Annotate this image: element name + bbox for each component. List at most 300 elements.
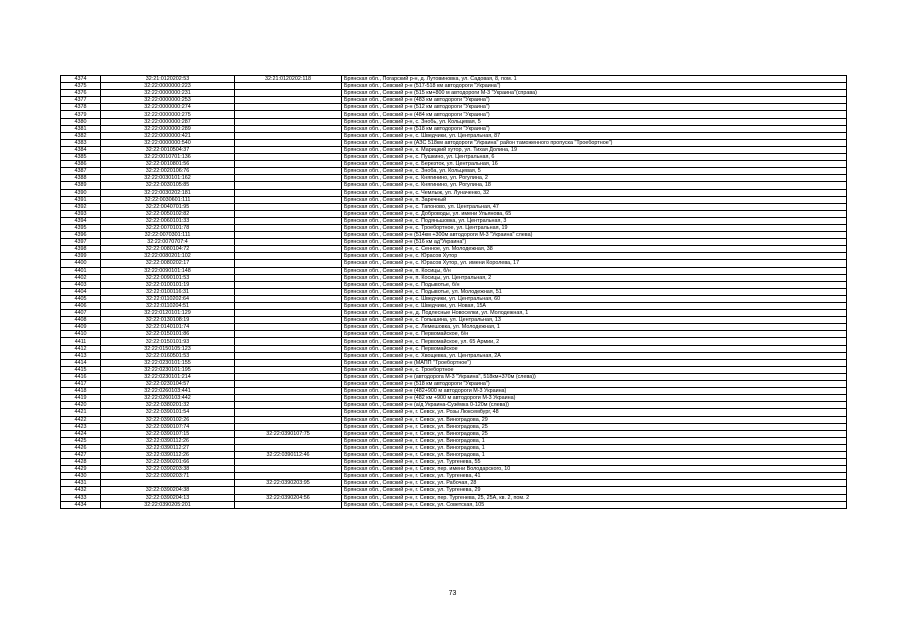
row-number-cell: 4384 (61, 146, 101, 153)
row-number-cell: 4386 (61, 161, 101, 168)
related-cadastral-number-cell (235, 224, 342, 231)
table-row (61, 217, 847, 224)
related-cadastral-number-cell (235, 97, 342, 104)
row-number-cell: 4394 (61, 217, 101, 224)
cadastral-number-cell: 32:22:0230101:155 (101, 359, 235, 366)
row-number-cell: 4417 (61, 381, 101, 388)
address-cell: Брянская обл., Севский р-н (516 км ад"Украина") (342, 239, 847, 246)
cadastral-number-cell: 32:22:0150101:93 (101, 338, 235, 345)
related-cadastral-number-cell (235, 303, 342, 310)
address-cell: Брянская обл., Севский р-н, с. Доброводы, ул. имени Ульянова, 65 (342, 210, 847, 217)
address-cell: Брянская обл., Севский р-н, г. Севск, ул. Тургенева, 29 (342, 487, 847, 494)
related-cadastral-number-cell (235, 118, 342, 125)
related-cadastral-number-cell (235, 182, 342, 189)
related-cadastral-number-cell (235, 154, 342, 161)
related-cadastral-number-cell: 32:21:0120202:118 (235, 76, 342, 83)
address-cell: Брянская обл., Севский р-н (МАПП "Троебортное") (342, 359, 847, 366)
address-cell: Брянская обл., Севский р-н, г. Севск, ул. Советская, 105 (342, 501, 847, 508)
table-row (61, 139, 847, 146)
address-cell: Брянская обл., Севский р-н, с. Шведчики, ул. Центральная, 60 (342, 295, 847, 302)
address-cell: Брянская обл., Севский р-н, с. Подывотье, б/н (342, 281, 847, 288)
table-row (61, 395, 847, 402)
table-row (61, 444, 847, 451)
address-cell: Брянская обл., Севский р-н (514км +300м автодороги М-3 "Украина" слева) (342, 232, 847, 239)
address-cell: Брянская обл., Севский р-н, с. Пушкино, ул. Центральная, 6 (342, 154, 847, 161)
table-row (61, 310, 847, 317)
row-number-cell: 4410 (61, 331, 101, 338)
cadastral-number-cell: 32:22:0150101:86 (101, 331, 235, 338)
related-cadastral-number-cell (235, 331, 342, 338)
cadastral-number-cell: 32:22:0390101:54 (101, 409, 235, 416)
address-cell: Брянская обл., Севский р-н, с. Юрасов Хутор, ул. имени Королева, 17 (342, 260, 847, 267)
cadastral-number-cell: 32:22:0090101:148 (101, 267, 235, 274)
address-cell: Брянская обл., Севский р-н (а/д Украина-Сузёмка 0-120м (слева)) (342, 402, 847, 409)
row-number-cell: 4424 (61, 430, 101, 437)
row-number-cell: 4377 (61, 97, 101, 104)
address-cell: Брянская обл., Севский р-н, с. Троебортное (342, 366, 847, 373)
table-row (61, 97, 847, 104)
table-row (61, 338, 847, 345)
row-number-cell: 4409 (61, 324, 101, 331)
table-row (61, 224, 847, 231)
row-number-cell: 4404 (61, 288, 101, 295)
cadastral-number-cell: 32:22:0230101:195 (101, 366, 235, 373)
table-row (61, 104, 847, 111)
row-number-cell: 4390 (61, 189, 101, 196)
cadastral-number-cell: 32:22:0390204:38 (101, 487, 235, 494)
table-row (61, 366, 847, 373)
row-number-cell: 4392 (61, 203, 101, 210)
table-row (61, 381, 847, 388)
row-number-cell: 4420 (61, 402, 101, 409)
register-table (60, 75, 847, 509)
related-cadastral-number-cell (235, 168, 342, 175)
row-number-cell: 4396 (61, 232, 101, 239)
row-number-cell: 4395 (61, 224, 101, 231)
table-row (61, 76, 847, 83)
table-row (61, 253, 847, 260)
address-cell: Брянская обл., Севский р-н (518 км автодороги "Украина") (342, 125, 847, 132)
cadastral-number-cell: 32:22:0390112:27 (101, 444, 235, 451)
related-cadastral-number-cell (235, 196, 342, 203)
table-row (61, 196, 847, 203)
table-row (61, 345, 847, 352)
table-row (61, 154, 847, 161)
row-number-cell: 4381 (61, 125, 101, 132)
related-cadastral-number-cell (235, 274, 342, 281)
table-row (61, 260, 847, 267)
address-cell: Брянская обл., Севский р-н, с. Княгинино, ул. Рогулина, 2 (342, 175, 847, 182)
related-cadastral-number-cell (235, 359, 342, 366)
table-row (61, 459, 847, 466)
cadastral-number-cell: 32:22:0000000:540 (101, 139, 235, 146)
cadastral-number-cell: 32:22:0230101:214 (101, 373, 235, 380)
row-number-cell: 4426 (61, 444, 101, 451)
cadastral-number-cell: 32:22:0000000:275 (101, 111, 235, 118)
related-cadastral-number-cell (235, 104, 342, 111)
related-cadastral-number-cell (235, 381, 342, 388)
related-cadastral-number-cell (235, 239, 342, 246)
cadastral-number-cell: 32:22:0390203:71 (101, 473, 235, 480)
related-cadastral-number-cell (235, 210, 342, 217)
address-cell: Брянская обл., Севский р-н, с. Подяньшовка, ул. Центральная, 3 (342, 217, 847, 224)
row-number-cell: 4376 (61, 90, 101, 97)
address-cell: Брянская обл., Севский р-н, п. Заречный (342, 196, 847, 203)
cadastral-number-cell: 32:22:0010701:136 (101, 154, 235, 161)
cadastral-number-cell: 32:22:0380201:32 (101, 402, 235, 409)
row-number-cell: 4430 (61, 473, 101, 480)
row-number-cell: 4429 (61, 466, 101, 473)
address-cell: Брянская обл., Погарский р-н, д. Лутовиновка, ул. Садовая, 8, пом. 1 (342, 76, 847, 83)
table-row (61, 182, 847, 189)
row-number-cell: 4418 (61, 388, 101, 395)
cadastral-number-cell: 32:22:0390205:201 (101, 501, 235, 508)
cadastral-number-cell: 32:22:0390102:26 (101, 416, 235, 423)
address-cell: Брянская обл., Севский р-н (автодорога М-3 "Украина", 518км+370м (слева)) (342, 373, 847, 380)
row-number-cell: 4399 (61, 253, 101, 260)
row-number-cell: 4415 (61, 366, 101, 373)
table-row (61, 161, 847, 168)
row-number-cell: 4389 (61, 182, 101, 189)
related-cadastral-number-cell (235, 366, 342, 373)
cadastral-number-cell: 32:22:0000000:289 (101, 125, 235, 132)
related-cadastral-number-cell (235, 83, 342, 90)
cadastral-number-cell: 32:22:0230104:57 (101, 381, 235, 388)
related-cadastral-number-cell (235, 487, 342, 494)
cadastral-number-cell: 32:22:0060101:33 (101, 217, 235, 224)
cadastral-number-cell: 32:22:0030601:111 (101, 196, 235, 203)
address-cell: Брянская обл., Севский р-н, с. Княгинино, ул. Рогулина, 18 (342, 182, 847, 189)
row-number-cell: 4423 (61, 423, 101, 430)
cadastral-number-cell: 32:22:0110202:64 (101, 295, 235, 302)
row-number-cell: 4411 (61, 338, 101, 345)
table-row (61, 118, 847, 125)
related-cadastral-number-cell (235, 253, 342, 260)
related-cadastral-number-cell (235, 324, 342, 331)
related-cadastral-number-cell (235, 501, 342, 508)
address-cell: Брянская обл., Севский р-н, г. Севск, пер. Тургенева, 25, 25А, кв. 2, пом. 2 (342, 494, 847, 501)
address-cell: Брянская обл., Севский р-н, с. Первомайское, б/н (342, 331, 847, 338)
row-number-cell: 4407 (61, 310, 101, 317)
table-row (61, 232, 847, 239)
cadastral-number-cell: 32:22:0070101:78 (101, 224, 235, 231)
related-cadastral-number-cell (235, 281, 342, 288)
table-row (61, 359, 847, 366)
cadastral-number-cell: 32:22:0260103:441 (101, 388, 235, 395)
cadastral-number-cell: 32:22:0100101:19 (101, 281, 235, 288)
row-number-cell: 4374 (61, 76, 101, 83)
address-cell: Брянская обл., Севский р-н, с. Березток, ул. Центральная, 16 (342, 161, 847, 168)
table-row (61, 90, 847, 97)
cadastral-number-cell: 32:22:0390112:26 (101, 437, 235, 444)
table-row (61, 430, 847, 437)
related-cadastral-number-cell (235, 409, 342, 416)
related-cadastral-number-cell (235, 111, 342, 118)
row-number-cell: 4379 (61, 111, 101, 118)
table-row (61, 146, 847, 153)
table-row (61, 295, 847, 302)
related-cadastral-number-cell (235, 132, 342, 139)
cadastral-number-cell: 32:22:0000000:231 (101, 90, 235, 97)
row-number-cell: 4428 (61, 459, 101, 466)
related-cadastral-number-cell (235, 295, 342, 302)
related-cadastral-number-cell (235, 246, 342, 253)
related-cadastral-number-cell: 32:22:0390204:56 (235, 494, 342, 501)
related-cadastral-number-cell (235, 139, 342, 146)
row-number-cell: 4385 (61, 154, 101, 161)
address-cell: Брянская обл., Севский р-н, с. Подывотье, ул. Молодежная, 51 (342, 288, 847, 295)
table-row (61, 125, 847, 132)
address-cell: Брянская обл., Севский р-н, с. Юрасов Хутор (342, 253, 847, 260)
row-number-cell: 4378 (61, 104, 101, 111)
table-row (61, 324, 847, 331)
table-row (61, 487, 847, 494)
related-cadastral-number-cell (235, 175, 342, 182)
row-number-cell: 4375 (61, 83, 101, 90)
related-cadastral-number-cell (235, 388, 342, 395)
cadastral-number-cell: 32:22:0390107:15 (101, 430, 235, 437)
table-row (61, 175, 847, 182)
table-row (61, 281, 847, 288)
address-cell: Брянская обл., Севский р-н, с. Первомайское (342, 345, 847, 352)
row-number-cell: 4427 (61, 451, 101, 458)
address-cell: Брянская обл., Севский р-н, с. Шведчики, ул. Новая, 15А (342, 303, 847, 310)
address-cell: Брянская обл., Севский р-н, г. Севск, ул. Виноградова, 1 (342, 437, 847, 444)
cadastral-number-cell: 32:22:0130108:19 (101, 317, 235, 324)
table-row (61, 480, 847, 487)
row-number-cell: 4382 (61, 132, 101, 139)
row-number-cell: 4416 (61, 373, 101, 380)
related-cadastral-number-cell (235, 459, 342, 466)
row-number-cell: 4425 (61, 437, 101, 444)
register-table-body (61, 76, 847, 509)
address-cell: Брянская обл., Севский р-н, г. Севск, пер. имени Володарского, 10 (342, 466, 847, 473)
address-cell: Брянская обл., Севский р-н, г. Севск, ул. Виноградова, 25 (342, 423, 847, 430)
related-cadastral-number-cell (235, 373, 342, 380)
cadastral-number-cell: 32:22:0010801:56 (101, 161, 235, 168)
address-cell: Брянская обл., Севский р-н, с. Чемлыж, ул. Луначенко, 32 (342, 189, 847, 196)
cadastral-number-cell: 32:22:0000000:274 (101, 104, 235, 111)
table-row (61, 303, 847, 310)
cadastral-number-cell: 32:22:0000000:223 (101, 83, 235, 90)
address-cell: Брянская обл., Севский р-н, г. Севск, ул. Тургенева, 41 (342, 473, 847, 480)
cadastral-number-cell: 32:22:0080202:17 (101, 260, 235, 267)
related-cadastral-number-cell (235, 203, 342, 210)
table-row (61, 388, 847, 395)
address-cell: Брянская обл., Севский р-н (482 км +900 м автодороги М-3 Украина) (342, 395, 847, 402)
cadastral-number-cell: 32:22:0140101:74 (101, 324, 235, 331)
cadastral-number-cell: 32:22:0100116:31 (101, 288, 235, 295)
row-number-cell: 4408 (61, 317, 101, 324)
cadastral-number-cell: 32:22:0070707:4 (101, 239, 235, 246)
address-cell: Брянская обл., Севский р-н, с. Троебортное, ул. Центральная, 19 (342, 224, 847, 231)
related-cadastral-number-cell (235, 310, 342, 317)
table-row (61, 409, 847, 416)
table-row (61, 494, 847, 501)
cadastral-number-cell: 32:21:0120202:53 (101, 76, 235, 83)
cadastral-number-cell: 32:22:0000000:287 (101, 118, 235, 125)
cadastral-number-cell: 32:22:0010504:37 (101, 146, 235, 153)
related-cadastral-number-cell (235, 189, 342, 196)
cadastral-number-cell: 32:22:0030101:162 (101, 175, 235, 182)
address-cell: Брянская обл., Севский р-н, х. Марицкий хутор, ул. Тихая Долина, 19 (342, 146, 847, 153)
address-cell: Брянская обл., Севский р-н, п. Косицы, б/н (342, 267, 847, 274)
table-row (61, 274, 847, 281)
related-cadastral-number-cell (235, 352, 342, 359)
address-cell: Брянская обл., Севский р-н (484 км автодороги "Украина") (342, 111, 847, 118)
page-number: 73 (448, 590, 457, 597)
cadastral-number-cell: 32:22:0040701:95 (101, 203, 235, 210)
related-cadastral-number-cell: 32:22:0390107:75 (235, 430, 342, 437)
related-cadastral-number-cell (235, 338, 342, 345)
address-cell: Брянская обл., Севский р-н, с. Сенное, ул. Молодежная, 38 (342, 246, 847, 253)
cadastral-number-cell: 32:22:0150105:123 (101, 345, 235, 352)
row-number-cell: 4434 (61, 501, 101, 508)
address-cell: Брянская обл., Севский р-н, г. Севск, ул. Рабочая, 28 (342, 480, 847, 487)
table-row (61, 352, 847, 359)
row-number-cell: 4398 (61, 246, 101, 253)
table-row (61, 331, 847, 338)
cadastral-number-cell: 32:22:0020106:76 (101, 168, 235, 175)
cadastral-number-cell: 32:22:0390112:26 (101, 451, 235, 458)
address-cell: Брянская обл., Севский р-н, г. Севск, ул. Виноградова, 1 (342, 451, 847, 458)
address-cell: Брянская обл., Севский р-н, г. Севск, ул. Розы Люксембург, 48 (342, 409, 847, 416)
cadastral-number-cell: 32:22:0000000:253 (101, 97, 235, 104)
row-number-cell: 4421 (61, 409, 101, 416)
address-cell: Брянская обл., Севский р-н, с. Хвощевка, ул. Центральная, 2А (342, 352, 847, 359)
address-cell: Брянская обл., Севский р-н, с. Первомайское, ул. 65 Армии, 2 (342, 338, 847, 345)
row-number-cell: 4400 (61, 260, 101, 267)
row-number-cell: 4397 (61, 239, 101, 246)
row-number-cell: 4406 (61, 303, 101, 310)
address-cell: Брянская обл., Севский р-н, п. Косицы, ул. Центральная, 2 (342, 274, 847, 281)
table-row (61, 437, 847, 444)
related-cadastral-number-cell (235, 146, 342, 153)
table-row (61, 246, 847, 253)
table-row (61, 373, 847, 380)
row-number-cell: 4431 (61, 480, 101, 487)
address-cell: Брянская обл., Севский р-н (515 км+800 м автодороги М-3 "Украина"(справа) (342, 90, 847, 97)
related-cadastral-number-cell: 32:22:0390112:46 (235, 451, 342, 458)
row-number-cell: 4422 (61, 416, 101, 423)
row-number-cell: 4412 (61, 345, 101, 352)
row-number-cell: 4380 (61, 118, 101, 125)
related-cadastral-number-cell (235, 317, 342, 324)
related-cadastral-number-cell (235, 260, 342, 267)
address-cell: Брянская обл., Севский р-н, г. Севск, ул. Виноградова, 1 (342, 444, 847, 451)
cadastral-number-cell: 32:22:0160501:53 (101, 352, 235, 359)
table-row (61, 267, 847, 274)
related-cadastral-number-cell (235, 125, 342, 132)
related-cadastral-number-cell (235, 466, 342, 473)
row-number-cell: 4388 (61, 175, 101, 182)
row-number-cell: 4387 (61, 168, 101, 175)
row-number-cell: 4402 (61, 274, 101, 281)
row-number-cell: 4393 (61, 210, 101, 217)
table-row (61, 83, 847, 90)
table-row (61, 239, 847, 246)
row-number-cell: 4403 (61, 281, 101, 288)
related-cadastral-number-cell (235, 217, 342, 224)
related-cadastral-number-cell (235, 161, 342, 168)
cadastral-number-cell: 32:22:0390203:38 (101, 466, 235, 473)
cadastral-number-cell: 32:22:0080104:72 (101, 246, 235, 253)
address-cell: Брянская обл., Севский р-н, д. Подлесные Новоселки, ул. Молодежная, 1 (342, 310, 847, 317)
table-row (61, 501, 847, 508)
related-cadastral-number-cell (235, 423, 342, 430)
table-row (61, 317, 847, 324)
address-cell: Брянская обл., Севский р-н, с. Голышина, ул. Центральная, 13 (342, 317, 847, 324)
cadastral-number-cell: 32:22:0030105:85 (101, 182, 235, 189)
related-cadastral-number-cell (235, 90, 342, 97)
table-row (61, 168, 847, 175)
row-number-cell: 4432 (61, 487, 101, 494)
address-cell: Брянская обл., Севский р-н (АЗС 518км автодороги "Украина" район таможенного пропуска "Троебортное") (342, 139, 847, 146)
table-row (61, 466, 847, 473)
table-row (61, 473, 847, 480)
address-cell: Брянская обл., Севский р-н, с. Знобь, ул. Кольцевая, 5 (342, 118, 847, 125)
address-cell: Брянская обл., Севский р-н (518 км автодороги "Украина") (342, 381, 847, 388)
table-row (61, 210, 847, 217)
table-row (61, 451, 847, 458)
address-cell: Брянская обл., Севский р-н (512 км автодороги "Украина") (342, 104, 847, 111)
related-cadastral-number-cell (235, 437, 342, 444)
row-number-cell: 4413 (61, 352, 101, 359)
address-cell: Брянская обл., Севский р-н, с. Лемешовка, ул. Молодежная, 1 (342, 324, 847, 331)
table-row (61, 402, 847, 409)
table-row (61, 111, 847, 118)
cadastral-number-cell: 32:22:0120101:129 (101, 310, 235, 317)
address-cell: Брянская обл., Севский р-н, г. Севск, ул. Виноградова, 29 (342, 416, 847, 423)
row-number-cell: 4391 (61, 196, 101, 203)
cadastral-number-cell: 32:22:0090101:53 (101, 274, 235, 281)
address-cell: Брянская обл., Севский р-н (517-518 км автодороги "Украина") (342, 83, 847, 90)
address-cell: Брянская обл., Севский р-н (482+900 м автодороги М-3 Украина) (342, 388, 847, 395)
cadastral-number-cell: 32:22:0050102:82 (101, 210, 235, 217)
address-cell: Брянская обл., Севский р-н, с. Тапоново, ул. Центральная, 47 (342, 203, 847, 210)
row-number-cell: 4419 (61, 395, 101, 402)
row-number-cell: 4414 (61, 359, 101, 366)
related-cadastral-number-cell (235, 395, 342, 402)
address-cell: Брянская обл., Севский р-н, с. Зноба, ул. Кольцевая, 5 (342, 168, 847, 175)
table-row (61, 423, 847, 430)
row-number-cell: 4383 (61, 139, 101, 146)
related-cadastral-number-cell (235, 288, 342, 295)
row-number-cell: 4433 (61, 494, 101, 501)
cadastral-number-cell: 32:22:0030202:181 (101, 189, 235, 196)
related-cadastral-number-cell (235, 444, 342, 451)
table-row (61, 288, 847, 295)
cadastral-number-cell: 32:22:0390201:66 (101, 459, 235, 466)
related-cadastral-number-cell (235, 473, 342, 480)
address-cell: Брянская обл., Севский р-н (483 км автодороги "Украина") (342, 97, 847, 104)
cadastral-number-cell (101, 480, 235, 487)
address-cell: Брянская обл., Севский р-н, г. Севск, ул. Тургенева, 55 (342, 459, 847, 466)
cadastral-number-cell: 32:22:0080201:102 (101, 253, 235, 260)
address-cell: Брянская обл., Севский р-н, г. Севск, ул. Виноградова, 25 (342, 430, 847, 437)
cadastral-number-cell: 32:22:0390204:13 (101, 494, 235, 501)
table-row (61, 132, 847, 139)
table-row (61, 416, 847, 423)
related-cadastral-number-cell (235, 232, 342, 239)
table-row (61, 189, 847, 196)
cadastral-number-cell: 32:22:0000000:421 (101, 132, 235, 139)
related-cadastral-number-cell (235, 402, 342, 409)
row-number-cell: 4405 (61, 295, 101, 302)
related-cadastral-number-cell (235, 416, 342, 423)
cadastral-number-cell: 32:22:0070301:111 (101, 232, 235, 239)
related-cadastral-number-cell: 32:22:0390203:95 (235, 480, 342, 487)
